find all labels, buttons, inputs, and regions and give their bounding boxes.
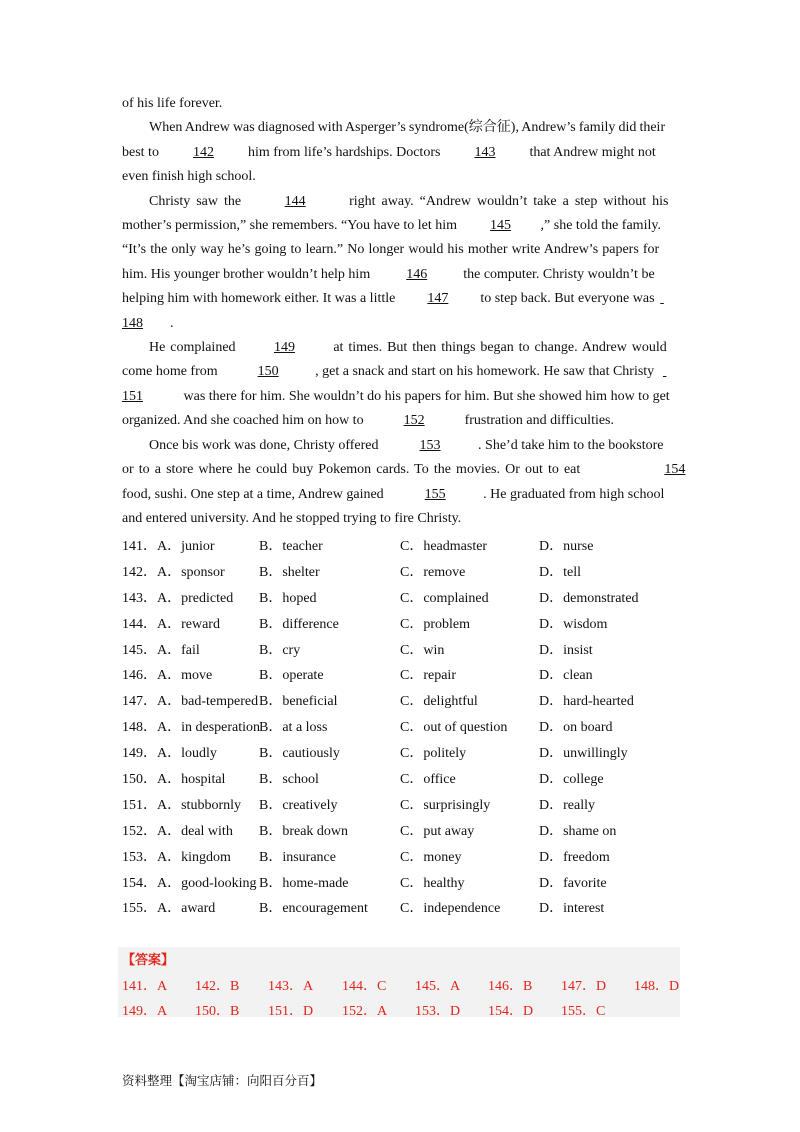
text-line: “It’s the only way he’s going to learn.” No longer would his mother write Andrew’s papers for — [122, 242, 660, 258]
option-b: B．break down — [259, 823, 349, 839]
option-b: B．beneficial — [259, 694, 338, 710]
option-c: C．politely — [400, 746, 467, 762]
option-text: A．loudly — [157, 746, 217, 762]
option-d: D．clean — [539, 668, 593, 684]
text-line: He complained 149 at times. But then things began to change. Andrew would — [122, 336, 680, 360]
option-c: C．office — [400, 772, 456, 788]
text-line: 148 . — [122, 312, 680, 336]
option-c: C．independence — [400, 901, 501, 917]
question-number: 155． — [122, 901, 157, 917]
option-c: C．win — [400, 642, 445, 658]
option-c: C．remove — [400, 564, 466, 580]
answer-item: 145．A — [415, 979, 461, 994]
option-a — [122, 846, 231, 866]
question-number: 148． — [122, 720, 157, 736]
option-row — [122, 613, 682, 639]
text-line: organized. And she coached him on how to 152 frustration and difficulties. — [122, 409, 680, 433]
option-row — [122, 820, 682, 846]
option-b: B．encouragement — [259, 901, 368, 917]
passage-paragraph — [122, 190, 680, 336]
blank-152: 152 — [403, 413, 425, 429]
question-number: 146． — [122, 668, 157, 684]
option-b: B．insurance — [259, 849, 336, 865]
option-d: D．hard-hearted — [539, 694, 634, 710]
option-row — [122, 794, 682, 820]
option-b: B．teacher — [259, 539, 323, 554]
option-row — [122, 664, 682, 690]
option-d: D．really — [539, 797, 595, 813]
answer-item: 150．B — [195, 1004, 240, 1019]
blank-148: 148 — [122, 315, 143, 331]
option-c: C．headmaster — [400, 539, 488, 554]
answer-item: 149．A — [122, 1004, 168, 1019]
text-line: 151 was there for him. She wouldn’t do his papers for him. But she showed him how to get — [122, 385, 680, 409]
option-a — [122, 664, 212, 684]
passage — [122, 92, 686, 531]
option-a — [122, 561, 225, 581]
answer-item: 155．C — [561, 1004, 606, 1019]
option-text: A．predicted — [157, 590, 234, 606]
blank-154: 154 — [664, 462, 686, 478]
blank-145: 145 — [490, 218, 512, 234]
answer-item: 151．D — [268, 1004, 314, 1019]
passage-paragraph — [122, 434, 686, 532]
option-text: A．hospital — [157, 772, 226, 788]
text-line: mother’s permission,” she remembers. “You have to let him 145 ,” she told the family. — [122, 214, 680, 238]
option-a — [122, 690, 258, 710]
answer-box — [118, 947, 680, 1017]
question-number: 153． — [122, 849, 157, 865]
blank-144: 144 — [284, 193, 306, 209]
blank-149: 149 — [273, 340, 295, 356]
answer-item: 154．D — [488, 1004, 534, 1019]
option-a — [122, 742, 217, 762]
text-line: and entered university. And he stopped trying to fire Christy. — [122, 510, 462, 526]
option-c: C．healthy — [400, 875, 465, 891]
option-b: B．creatively — [259, 797, 338, 813]
option-row — [122, 587, 682, 613]
option-row — [122, 561, 682, 587]
option-text: A．kingdom — [157, 849, 231, 865]
blank-151: 151 — [122, 388, 143, 404]
option-a — [122, 587, 233, 607]
option-b: B．home-made — [259, 875, 349, 891]
text-line: best to 142 him from life’s hardships. Doctors 143 that Andrew might not — [122, 141, 680, 165]
option-text: A．bad-tempered — [157, 694, 259, 710]
options-list — [122, 535, 682, 923]
option-d: D．freedom — [539, 849, 610, 865]
option-c: C．complained — [400, 590, 489, 606]
option-d: D．nurse — [539, 539, 594, 554]
option-b: B．cry — [259, 642, 301, 658]
question-number: 151． — [122, 797, 157, 813]
question-number: 142． — [122, 564, 157, 580]
answer-item: 146．B — [488, 979, 533, 994]
footer-credit: 资料整理【淘宝店铺：向阳百分百】 — [122, 1073, 323, 1088]
answer-item: 142．B — [195, 979, 240, 994]
question-number: 144． — [122, 616, 157, 632]
question-number: 145． — [122, 642, 157, 658]
option-c: C．money — [400, 849, 462, 865]
option-row — [122, 897, 682, 923]
option-a — [122, 716, 260, 736]
option-d: D．insist — [539, 642, 593, 658]
answer-item: 141．A — [122, 979, 168, 994]
option-a — [122, 639, 200, 659]
option-row — [122, 742, 682, 768]
option-c: C．delightful — [400, 694, 478, 710]
option-text: A．junior — [157, 539, 215, 554]
text-line: or to a store where he could buy Pokemon cards. To the movies. Or out to eat 154 — [122, 458, 680, 482]
option-a — [122, 872, 257, 892]
option-row — [122, 639, 682, 665]
text-line: come home from 150 , get a snack and start on his homework. He saw that Christy — [122, 360, 680, 384]
option-b: B．at a loss — [259, 720, 328, 736]
text-line: helping him with homework either. It was a little 147 to step back. But everyone was — [122, 287, 680, 311]
question-number: 152． — [122, 823, 157, 839]
text-line: food, sushi. One step at a time, Andrew gained 155 . He graduated from high school — [122, 483, 680, 507]
question-number: 143． — [122, 590, 157, 606]
option-d: D．shame on — [539, 823, 617, 839]
answer-item: 144．C — [342, 979, 387, 994]
answer-item: 153．D — [415, 1004, 461, 1019]
question-number: 154． — [122, 875, 157, 891]
blank-147: 147 — [427, 291, 449, 307]
option-b: B．operate — [259, 668, 324, 684]
passage-paragraph — [122, 92, 680, 116]
option-c: C．repair — [400, 668, 456, 684]
option-b: B．cautiously — [259, 746, 340, 762]
blank-142: 142 — [192, 144, 214, 160]
option-a — [122, 535, 215, 555]
option-text: A．sponsor — [157, 564, 225, 580]
option-c: C．put away — [400, 823, 475, 839]
option-a — [122, 768, 225, 788]
option-d: D．favorite — [539, 875, 607, 891]
blank-153: 153 — [419, 437, 441, 453]
text-line: him. His younger brother wouldn’t help him 146 the computer. Christy wouldn’t be — [122, 263, 680, 287]
text-line: of his life forever. — [122, 96, 223, 111]
option-d: D．interest — [539, 901, 605, 917]
answer-item: 152．A — [342, 1004, 388, 1019]
option-row — [122, 690, 682, 716]
option-d: D．demonstrated — [539, 590, 639, 606]
text-line: even finish high school. — [122, 169, 256, 185]
option-row — [122, 768, 682, 794]
option-d: D．on board — [539, 720, 613, 736]
option-d: D．unwillingly — [539, 746, 628, 762]
option-c: C．out of question — [400, 720, 508, 736]
option-row — [122, 846, 682, 872]
answer-item: 148．D — [634, 979, 680, 994]
option-text: A．fail — [157, 642, 200, 658]
option-b: B．difference — [259, 616, 339, 632]
text-line: Christy saw the 144 right away. “Andrew wouldn’t take a step without his — [122, 190, 680, 214]
question-number: 150． — [122, 772, 157, 788]
text-line: Once bis work was done, Christy offered 153 . She’d take him to the bookstore — [122, 434, 680, 458]
question-number: 141． — [122, 539, 157, 554]
option-text: A．good-looking — [157, 875, 257, 891]
text-line: When Andrew was diagnosed with Asperger’s syndrome(综合征), Andrew’s family did their — [149, 120, 666, 136]
option-row — [122, 535, 682, 561]
option-d: D．college — [539, 772, 604, 788]
answer-item: 147．D — [561, 979, 607, 994]
option-c: C．surprisingly — [400, 797, 491, 813]
option-text: A．in desperation — [157, 720, 261, 736]
option-a — [122, 613, 220, 633]
option-text: A．stubbornly — [157, 797, 241, 813]
question-number: 149． — [122, 746, 157, 762]
option-d: D．tell — [539, 564, 581, 580]
option-b: B．shelter — [259, 564, 320, 580]
option-b: B．school — [259, 772, 319, 788]
blank-150: 150 — [257, 364, 279, 380]
option-text: A．move — [157, 668, 213, 684]
option-row — [122, 872, 682, 898]
blank-143: 143 — [474, 144, 496, 160]
option-text: A．reward — [157, 616, 220, 632]
option-text: A．deal with — [157, 823, 233, 839]
passage-paragraph — [122, 116, 680, 189]
answer-heading: 【答案】 — [122, 953, 175, 968]
option-d: D．wisdom — [539, 616, 608, 632]
option-b: B．hoped — [259, 590, 317, 606]
answer-item: 143．A — [268, 979, 314, 994]
option-a — [122, 897, 215, 917]
option-row — [122, 716, 682, 742]
blank-146: 146 — [406, 266, 428, 282]
option-a — [122, 794, 241, 814]
option-c: C．problem — [400, 616, 470, 632]
option-text: A．award — [157, 901, 216, 917]
blank-155: 155 — [424, 486, 446, 502]
option-a — [122, 820, 233, 840]
question-number: 147． — [122, 694, 157, 710]
passage-paragraph — [122, 336, 680, 434]
